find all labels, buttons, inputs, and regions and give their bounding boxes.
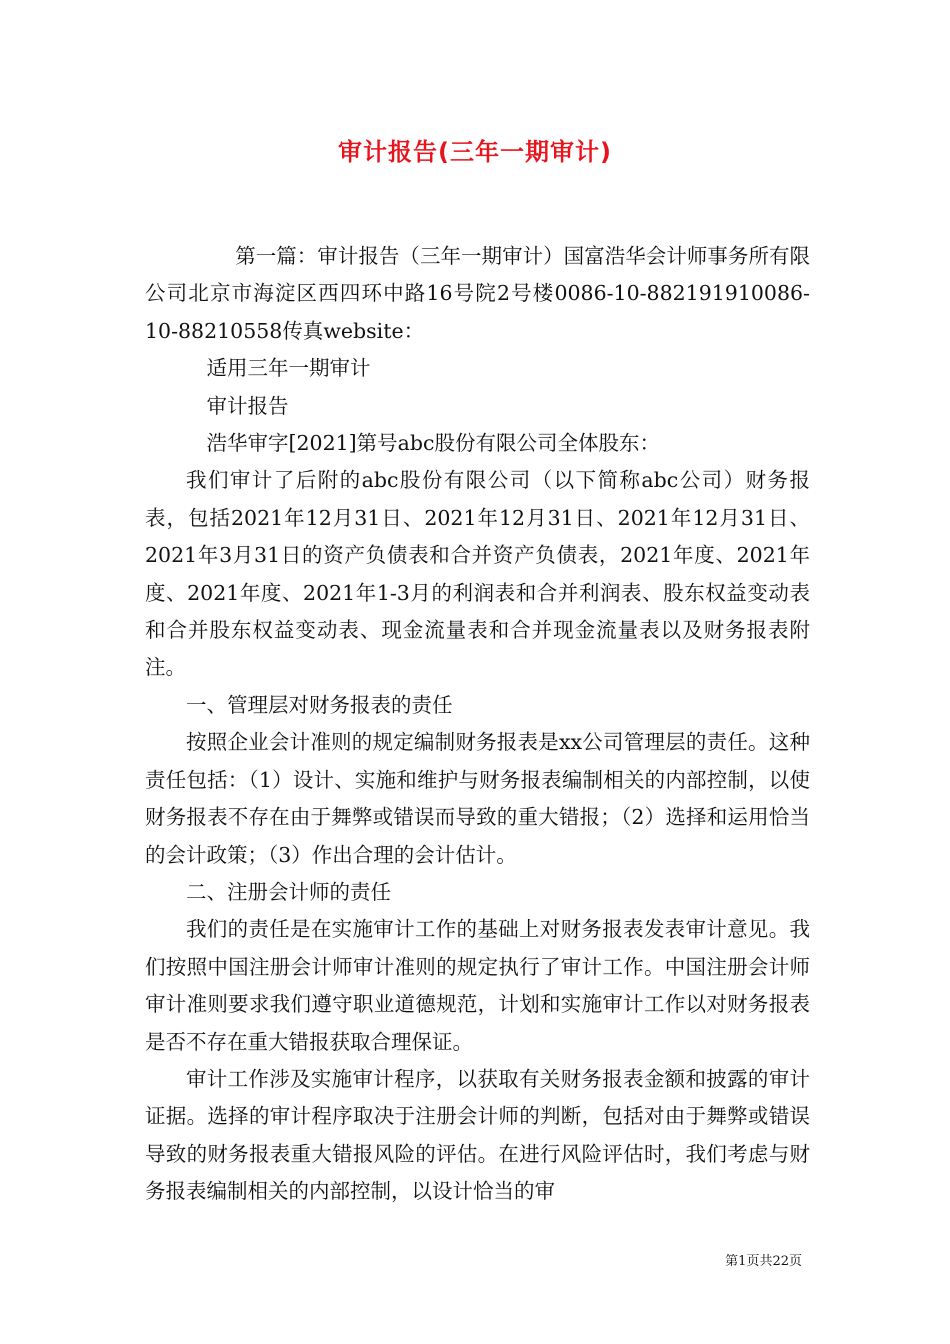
paragraph-auditor-responsibility: 我们的责任是在实施审计工作的基础上对财务报表发表审计意见。我们按照中国注册会计师审计准则的规定执行了审计工作。中国注册会计师审计准则要求我们遵守职业道德规范，计划和实施审计工作以对财务报表是否不存在重大错报获取合理保证。 bbox=[145, 917, 810, 1054]
document-title: 审计报告(三年一期审计) bbox=[338, 138, 612, 166]
paragraph-report-heading: 审计报告 bbox=[206, 393, 289, 418]
paragraph-audit-procedures: 审计工作涉及实施审计程序，以获取有关财务报表金额和披露的审计证据。选择的审计程序取决于注册会计师的判断，包括对由于舞弊或错误导致的财务报表重大错报风险的评估。在进行风险评估时，我们考虑与财务报表编制相关的内部控制，以设计恰当的审 bbox=[145, 1066, 810, 1204]
page-number-footer: 第1页共22页 bbox=[725, 1254, 802, 1269]
paragraph-intro: 第一篇：审计报告（三年一期审计）国富浩华会计师事务所有限公司北京市海淀区西四环中路16号院2号楼0086-10-882191910086-10-88210558传真website： bbox=[145, 244, 810, 343]
paragraph-applicability: 适用三年一期审计 bbox=[206, 356, 371, 381]
paragraph-management-responsibility: 按照企业会计准则的规定编制财务报表是xx公司管理层的责任。这种责任包括：（1）设计、实施和维护与财务报表编制相关的内部控制，以使财务报表不存在由于舞弊或错误而导致的重大错报；（2）选择和运用恰当的会计政策；（3）作出合理的会计估计。 bbox=[145, 730, 810, 867]
document-body bbox=[145, 238, 810, 1211]
paragraph-scope: 我们审计了后附的abc股份有限公司（以下简称abc公司）财务报表，包括2021年12月31日、2021年12月31日、2021年12月31日、2021年3月31日的资产负债表和合并资产负债表，2021年度、2021年度、2021年度、2021年1-3月的利润表和合并利润表、股东权益变动表和合并股东权益变动表、现金流量表和合并现金流量表以及财务报表附注。 bbox=[145, 468, 810, 680]
section-heading-auditor: 二、注册会计师的责任 bbox=[186, 879, 391, 904]
section-heading-management: 一、管理层对财务报表的责任 bbox=[186, 692, 453, 717]
paragraph-addressee: 浩华审字[2021]第号abc股份有限公司全体股东： bbox=[206, 431, 660, 456]
